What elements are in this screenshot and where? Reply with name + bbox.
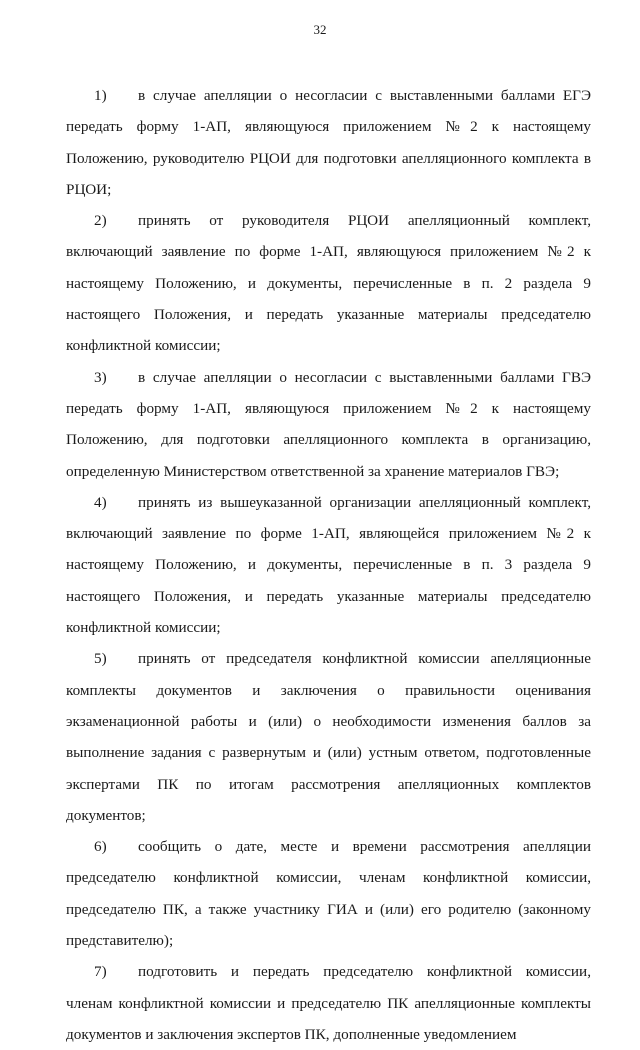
item-number: 6) [94, 838, 107, 856]
page-number: 32 [313, 22, 327, 37]
list-item [66, 643, 591, 831]
item-text: принять от руководителя РЦОИ апелляционный комплект, включающий заявление по форме 1-АП, являющуюся приложением №2 к настоящему Положению, и документы, перечисленные в п. 2 раздела 9 настоящего Положения, и передать указанные материалы председателю конфликтной комиссии; [66, 212, 591, 355]
item-text: в случае апелляции о несогласии с выставленными баллами ЕГЭ передать форму 1-АП, являющуюся приложением №2 к настоящему Положению, руководителю РЦОИ для подготовки апелляционного комплекта в РЦОИ; [66, 87, 591, 198]
item-number: 2) [94, 212, 107, 230]
list-item [66, 831, 591, 956]
item-number: 5) [94, 650, 107, 668]
item-text: в случае апелляции о несогласии с выставленными баллами ГВЭ передать форму 1-АП, являющуюся приложением №2 к настоящему Положению, для подготовки апелляционного комплекта в организацию, определенную Министерством ответственной за хранение материалов ГВЭ; [66, 368, 591, 480]
item-number: 4) [94, 493, 107, 511]
list-item [66, 80, 591, 205]
list-item [66, 205, 591, 361]
list-item [66, 956, 591, 1050]
item-text: принять от председателя конфликтной комиссии апелляционные комплекты документов и заключения о правильности оценивания экзаменационной работы и (или) о необходимости изменения баллов за выполнение задания с развернутым и (или) устным ответом, подготовленные экспертами ПК по итогам рассмотрения апелляционных комплектов документов; [66, 650, 591, 824]
item-text: сообщить о дате, месте и времени рассмотрения апелляции председателю конфликтной комиссии, членам конфликтной комиссии, председателю ПК, а также участнику ГИА и (или) его родителю (законному представителю); [66, 838, 591, 950]
item-number: 1) [94, 87, 107, 104]
list-item [66, 487, 591, 643]
item-text: подготовить и передать председателю конфликтной комиссии, членам конфликтной комиссии и председателю ПК апелляционные комплекты документов и заключения экспертов ПК, дополненные уведомлением [66, 963, 591, 1043]
item-number: 3) [94, 368, 107, 386]
list-item [66, 362, 591, 487]
item-number: 7) [94, 963, 107, 981]
item-text: принять из вышеуказанной организации апелляционный комплект, включающий заявление по форме 1-АП, являющейся приложением №2 к настоящему Положению, и документы, перечисленные в п. 3 раздела 9 настоящего Положения, и передать указанные материалы председателю конфликтной комиссии; [66, 493, 591, 637]
